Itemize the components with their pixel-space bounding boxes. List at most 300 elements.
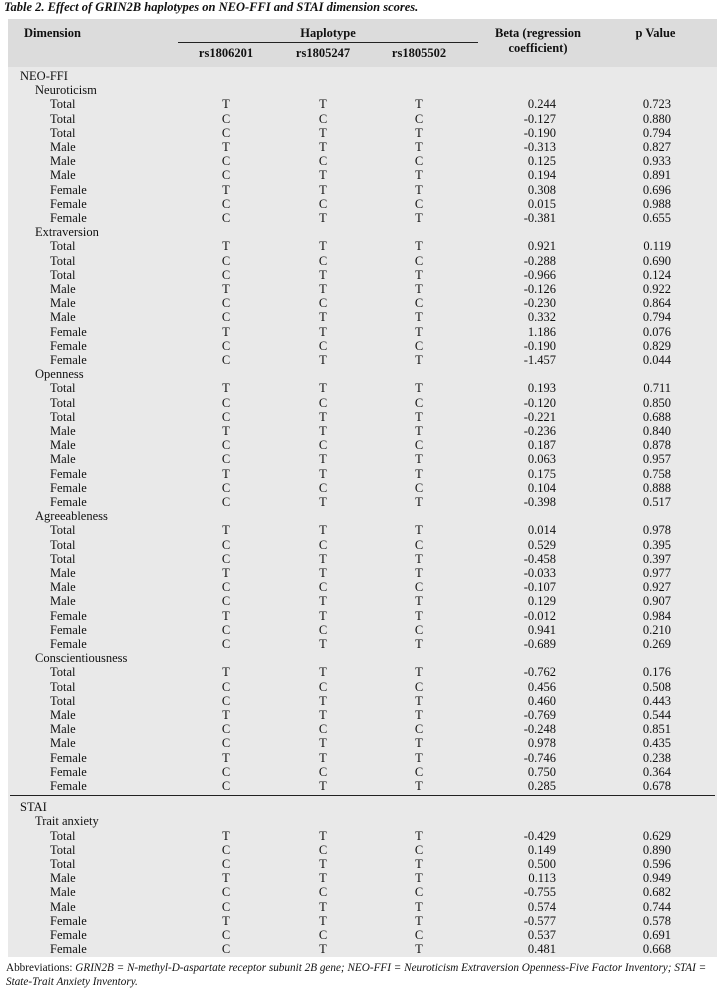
p-value: 0.758: [642, 466, 671, 481]
table-row: [8, 140, 717, 154]
rs1805247-allele: T: [319, 913, 327, 928]
table-header: [8, 19, 717, 67]
beta-value: 0.015: [527, 196, 556, 211]
rs1805247-allele: T: [319, 267, 327, 282]
row-label: Male: [50, 452, 76, 467]
p-value: 0.176: [642, 665, 671, 680]
row-label: Male: [50, 708, 76, 722]
p-value: 0.076: [642, 324, 671, 339]
rs1805502-allele: C: [414, 537, 424, 552]
rs1805247-allele: C: [318, 480, 328, 495]
rs1805247-allele: T: [319, 495, 327, 509]
p-value: 0.880: [642, 111, 671, 126]
beta-value: -0.126: [523, 282, 556, 296]
table-row: [8, 154, 717, 168]
rs1805247-allele: T: [319, 424, 327, 438]
row-label: Female: [50, 928, 87, 942]
header-dimension: Dimension: [24, 26, 81, 40]
rs1806201-allele: T: [222, 665, 230, 680]
p-value: 0.691: [642, 928, 671, 942]
rs1805247-allele: T: [319, 942, 327, 957]
rs1806201-allele: C: [221, 942, 231, 957]
rs1805247-allele: T: [319, 452, 327, 467]
rs1805247-allele: T: [319, 466, 327, 481]
table-row: [8, 751, 717, 765]
rs1805247-allele: C: [318, 395, 328, 410]
rs1805502-allele: T: [415, 693, 423, 708]
p-value: 0.851: [642, 722, 671, 737]
beta-value: 0.193: [527, 381, 556, 396]
beta-value: 0.481: [527, 942, 556, 957]
beta-value: -0.190: [523, 338, 556, 353]
p-value: 0.827: [642, 140, 671, 154]
rs1805502-allele: C: [414, 622, 424, 637]
rs1806201-allele: T: [222, 140, 230, 154]
dimension-label: Agreeableness: [35, 509, 108, 524]
table-row: [8, 211, 717, 225]
row-label: Female: [50, 622, 87, 637]
rs1805502-allele: C: [414, 679, 424, 694]
rs1806201-allele: T: [222, 566, 230, 580]
dimension-label: Conscientiousness: [35, 651, 128, 666]
rs1805247-allele: T: [319, 693, 327, 708]
beta-value: -0.769: [523, 708, 556, 722]
row-label: Total: [50, 97, 76, 112]
p-value: 0.629: [642, 828, 671, 843]
table-row: [8, 381, 717, 395]
table-row: [8, 168, 717, 182]
table-row: [8, 942, 717, 956]
p-value: 0.682: [642, 885, 671, 900]
rs1806201-allele: C: [221, 267, 231, 282]
rs1805247-allele: T: [319, 282, 327, 296]
rs1806201-allele: T: [222, 324, 230, 339]
rs1805247-allele: T: [319, 182, 327, 197]
rs1806201-allele: T: [222, 97, 230, 112]
rs1805247-allele: T: [319, 708, 327, 722]
rs1805247-allele: T: [319, 871, 327, 886]
table-row: [8, 900, 717, 914]
row-label: Male: [50, 296, 76, 311]
rs1805502-allele: T: [415, 282, 423, 296]
row-label: Total: [50, 665, 76, 680]
rs1805247-allele: T: [319, 608, 327, 623]
rs1806201-allele: T: [222, 708, 230, 722]
rs1805502-allele: T: [415, 353, 423, 367]
beta-value: 0.285: [527, 779, 556, 793]
rs1805247-allele: C: [318, 764, 328, 779]
beta-value: -0.429: [523, 828, 556, 843]
p-value: 0.578: [642, 913, 671, 928]
row-label: Female: [50, 353, 87, 367]
rs1805247-allele: C: [318, 296, 328, 311]
p-value: 0.508: [642, 679, 671, 694]
beta-value: 0.125: [527, 154, 556, 169]
row-label: Total: [50, 523, 76, 538]
row-label: Male: [50, 168, 76, 183]
results-table: [8, 19, 717, 957]
rs1806201-allele: C: [221, 211, 231, 225]
rs1805247-allele: T: [319, 828, 327, 843]
rs1805247-allele: T: [319, 551, 327, 566]
beta-value: -0.288: [523, 253, 556, 268]
beta-value: 0.500: [527, 857, 556, 871]
rs1805247-allele: C: [318, 537, 328, 552]
row-label: Total: [50, 679, 76, 694]
beta-value: 0.063: [527, 452, 556, 467]
table-row: [8, 254, 717, 268]
table-row: [8, 538, 717, 552]
rs1806201-allele: C: [221, 537, 231, 552]
rs1805502-allele: T: [415, 779, 423, 793]
p-value: 0.933: [642, 154, 671, 169]
row-label: Total: [50, 537, 76, 552]
row-label: Total: [50, 693, 76, 708]
rs1805502-allele: T: [415, 381, 423, 396]
rs1806201-allele: C: [221, 899, 231, 914]
row-label: Male: [50, 154, 76, 169]
rs1805502-allele: C: [414, 842, 424, 857]
table-row: [8, 126, 717, 140]
rs1805247-allele: C: [318, 111, 328, 126]
table-row: [8, 339, 717, 353]
footnote-gene: GRIN2B: [75, 962, 114, 974]
table-row: [8, 438, 717, 452]
footnote-prefix: Abbreviations:: [6, 962, 76, 974]
rs1806201-allele: C: [221, 764, 231, 779]
beta-value: -0.221: [523, 409, 556, 424]
table-row: [8, 396, 717, 410]
p-value: 0.829: [642, 338, 671, 353]
table-row: [8, 928, 717, 942]
table-row: [8, 580, 717, 594]
rs1805502-allele: C: [414, 296, 424, 311]
p-value: 0.977: [642, 566, 671, 580]
dimension-label: Neuroticism: [35, 83, 97, 98]
section-row: [8, 800, 717, 814]
row-label: Female: [50, 913, 87, 928]
footnote-stai-def: = State-Trait Anxiety Inventory.: [6, 962, 707, 988]
rs1805502-allele: C: [414, 395, 424, 410]
rs1806201-allele: C: [221, 693, 231, 708]
rs1805502-allele: C: [414, 480, 424, 495]
rs1805502-allele: T: [415, 452, 423, 467]
header-beta-line1: Beta (regression: [495, 26, 581, 40]
rs1806201-allele: T: [222, 381, 230, 396]
p-value: 0.723: [642, 97, 671, 112]
rs1806201-allele: T: [222, 608, 230, 623]
beta-value: 0.244: [527, 97, 556, 112]
row-label: Male: [50, 736, 76, 751]
beta-value: 0.175: [527, 466, 556, 481]
row-label: Male: [50, 438, 76, 453]
table-row: [8, 97, 717, 111]
rs1805502-allele: T: [415, 409, 423, 424]
rs1805247-allele: T: [319, 168, 327, 183]
row-label: Female: [50, 608, 87, 623]
beta-value: 0.194: [527, 168, 556, 183]
p-value: 0.397: [642, 551, 671, 566]
row-label: Male: [50, 580, 76, 595]
p-value: 0.888: [642, 480, 671, 495]
rs1805502-allele: T: [415, 140, 423, 154]
p-value: 0.711: [643, 381, 671, 396]
p-value: 0.922: [642, 282, 671, 296]
rs1806201-allele: C: [221, 452, 231, 467]
rs1805502-allele: C: [414, 928, 424, 942]
rs1806201-allele: C: [221, 168, 231, 183]
row-label: Female: [50, 764, 87, 779]
rs1805247-allele: C: [318, 622, 328, 637]
rs1805247-allele: C: [318, 842, 328, 857]
rs1806201-allele: T: [222, 523, 230, 538]
header-rs1806201: rs1806201: [198, 46, 254, 60]
p-value: 0.744: [642, 899, 671, 914]
table-row: [8, 623, 717, 637]
row-label: Total: [50, 842, 76, 857]
table-row: [8, 566, 717, 580]
rs1805247-allele: T: [319, 125, 327, 140]
rs1805247-allele: T: [319, 239, 327, 254]
rs1805502-allele: T: [415, 267, 423, 282]
beta-value: 0.149: [527, 842, 556, 857]
rs1805502-allele: T: [415, 310, 423, 325]
footnote-neo: NEO-FFI: [347, 962, 391, 974]
table-row: [8, 680, 717, 694]
beta-value: -0.755: [523, 885, 556, 900]
table-row: [8, 736, 717, 750]
p-value: 0.517: [642, 495, 671, 509]
beta-value: 0.921: [527, 239, 556, 254]
rs1805247-allele: T: [319, 140, 327, 154]
table-row: [8, 722, 717, 736]
row-label: Male: [50, 310, 76, 325]
p-value: 0.794: [642, 125, 671, 140]
p-value: 0.678: [642, 779, 671, 793]
rs1805502-allele: C: [414, 885, 424, 900]
rs1805502-allele: T: [415, 424, 423, 438]
dimension-row: [8, 83, 717, 97]
dimension-label: Trait anxiety: [35, 814, 99, 829]
p-value: 0.957: [642, 452, 671, 467]
row-label: Female: [50, 637, 87, 651]
rs1805502-allele: T: [415, 665, 423, 680]
p-value: 0.988: [642, 196, 671, 211]
rs1805247-allele: T: [319, 750, 327, 765]
rs1806201-allele: C: [221, 857, 231, 871]
beta-value: 0.104: [527, 480, 556, 495]
table-row: [8, 325, 717, 339]
rs1805247-allele: T: [319, 637, 327, 651]
table-row: [8, 452, 717, 466]
rs1805247-allele: T: [319, 97, 327, 112]
rs1805502-allele: C: [414, 111, 424, 126]
beta-value: 0.537: [527, 928, 556, 942]
p-value: 0.840: [642, 424, 671, 438]
row-label: Male: [50, 594, 76, 609]
rs1805502-allele: T: [415, 608, 423, 623]
table-row: [8, 296, 717, 310]
section-divider: [10, 795, 715, 796]
beta-value: 0.978: [527, 736, 556, 751]
rs1805247-allele: C: [318, 580, 328, 595]
p-value: 0.984: [642, 608, 671, 623]
rs1805502-allele: C: [414, 722, 424, 737]
rs1806201-allele: T: [222, 182, 230, 197]
row-label: Male: [50, 140, 76, 154]
rs1805502-allele: T: [415, 125, 423, 140]
rs1805247-allele: T: [319, 523, 327, 538]
rs1805247-allele: C: [318, 253, 328, 268]
table-row: [8, 197, 717, 211]
header-p-value: p Value: [635, 26, 676, 40]
rs1805247-allele: T: [319, 899, 327, 914]
rs1805502-allele: T: [415, 637, 423, 651]
row-label: Female: [50, 779, 87, 793]
table-row: [8, 481, 717, 495]
rs1805247-allele: C: [318, 722, 328, 737]
dimension-row: [8, 509, 717, 523]
dimension-row: [8, 814, 717, 828]
beta-value: -0.313: [523, 140, 556, 154]
p-value: 0.596: [642, 857, 671, 871]
beta-value: 0.460: [527, 693, 556, 708]
rs1805502-allele: T: [415, 913, 423, 928]
row-label: Female: [50, 211, 87, 225]
table-row: [8, 694, 717, 708]
table-row: [8, 637, 717, 651]
row-label: Total: [50, 857, 76, 871]
row-label: Female: [50, 480, 87, 495]
rs1805502-allele: C: [414, 253, 424, 268]
p-value: 0.696: [642, 182, 671, 197]
p-value: 0.124: [642, 267, 671, 282]
rs1806201-allele: C: [221, 885, 231, 900]
rs1805502-allele: T: [415, 566, 423, 580]
row-label: Total: [50, 267, 76, 282]
rs1805502-allele: C: [414, 196, 424, 211]
beta-value: -0.190: [523, 125, 556, 140]
p-value: 0.890: [642, 842, 671, 857]
beta-value: -0.033: [523, 566, 556, 580]
rs1806201-allele: C: [221, 622, 231, 637]
beta-value: 0.332: [527, 310, 556, 325]
section-label: STAI: [20, 800, 47, 815]
table-row: [8, 914, 717, 928]
p-value: 0.864: [642, 296, 671, 311]
rs1806201-allele: C: [221, 779, 231, 793]
row-label: Female: [50, 196, 87, 211]
beta-value: -0.107: [523, 580, 556, 595]
p-value: 0.794: [642, 310, 671, 325]
rs1805502-allele: C: [414, 764, 424, 779]
p-value: 0.269: [642, 637, 671, 651]
beta-value: -0.236: [523, 424, 556, 438]
row-label: Male: [50, 885, 76, 900]
table-row: [8, 594, 717, 608]
rs1805502-allele: T: [415, 466, 423, 481]
rs1805247-allele: T: [319, 353, 327, 367]
table-row: [8, 523, 717, 537]
rs1805247-allele: C: [318, 679, 328, 694]
rs1806201-allele: C: [221, 495, 231, 509]
p-value: 0.688: [642, 409, 671, 424]
rs1806201-allele: C: [221, 842, 231, 857]
rs1805502-allele: T: [415, 523, 423, 538]
p-value: 0.949: [642, 871, 671, 886]
rs1806201-allele: C: [221, 438, 231, 453]
row-label: Male: [50, 899, 76, 914]
rs1806201-allele: C: [221, 679, 231, 694]
row-label: Male: [50, 282, 76, 296]
beta-value: 0.750: [527, 764, 556, 779]
rs1806201-allele: C: [221, 637, 231, 651]
dimension-label: Extraversion: [35, 225, 99, 240]
beta-value: 0.187: [527, 438, 556, 453]
row-label: Female: [50, 750, 87, 765]
beta-value: -0.689: [523, 637, 556, 651]
rs1806201-allele: C: [221, 480, 231, 495]
beta-value: 1.186: [527, 324, 556, 339]
beta-value: -0.012: [523, 608, 556, 623]
row-label: Total: [50, 395, 76, 410]
p-value: 0.443: [642, 693, 671, 708]
rs1805247-allele: T: [319, 665, 327, 680]
row-label: Male: [50, 566, 76, 580]
rs1805502-allele: T: [415, 857, 423, 871]
rs1805247-allele: T: [319, 310, 327, 325]
table-row: [8, 268, 717, 282]
beta-value: 0.308: [527, 182, 556, 197]
p-value: 0.927: [642, 580, 671, 595]
row-label: Total: [50, 111, 76, 126]
table-caption: Table 2. Effect of GRIN2B haplotypes on NEO-FFI and STAI dimension scores.: [4, 0, 419, 14]
rs1805502-allele: T: [415, 750, 423, 765]
rs1805502-allele: T: [415, 942, 423, 957]
rs1805247-allele: T: [319, 409, 327, 424]
rs1805247-allele: T: [319, 324, 327, 339]
beta-value: -0.966: [523, 267, 556, 282]
rs1806201-allele: C: [221, 722, 231, 737]
header-haplotype: Haplotype: [300, 26, 356, 40]
rs1806201-allele: T: [222, 913, 230, 928]
table-row: [8, 765, 717, 779]
rs1805247-allele: T: [319, 594, 327, 609]
table-row: [8, 410, 717, 424]
beta-value: 0.129: [527, 594, 556, 609]
rs1805247-allele: C: [318, 338, 328, 353]
rs1805247-allele: T: [319, 566, 327, 580]
beta-value: -0.746: [523, 750, 556, 765]
rs1806201-allele: C: [221, 580, 231, 595]
rs1806201-allele: C: [221, 253, 231, 268]
rs1805247-allele: T: [319, 779, 327, 793]
rs1806201-allele: C: [221, 338, 231, 353]
rs1805502-allele: T: [415, 594, 423, 609]
table-row: [8, 112, 717, 126]
rs1805502-allele: T: [415, 97, 423, 112]
beta-value: 0.529: [527, 537, 556, 552]
row-label: Total: [50, 239, 76, 254]
header-beta-line2: coefficient): [508, 41, 568, 55]
table-row: [8, 310, 717, 324]
p-value: 0.690: [642, 253, 671, 268]
p-value: 0.978: [642, 523, 671, 538]
abbreviations-footnote: [6, 961, 718, 989]
dimension-row: [8, 367, 717, 381]
p-value: 0.891: [642, 168, 671, 183]
table-row: [8, 424, 717, 438]
